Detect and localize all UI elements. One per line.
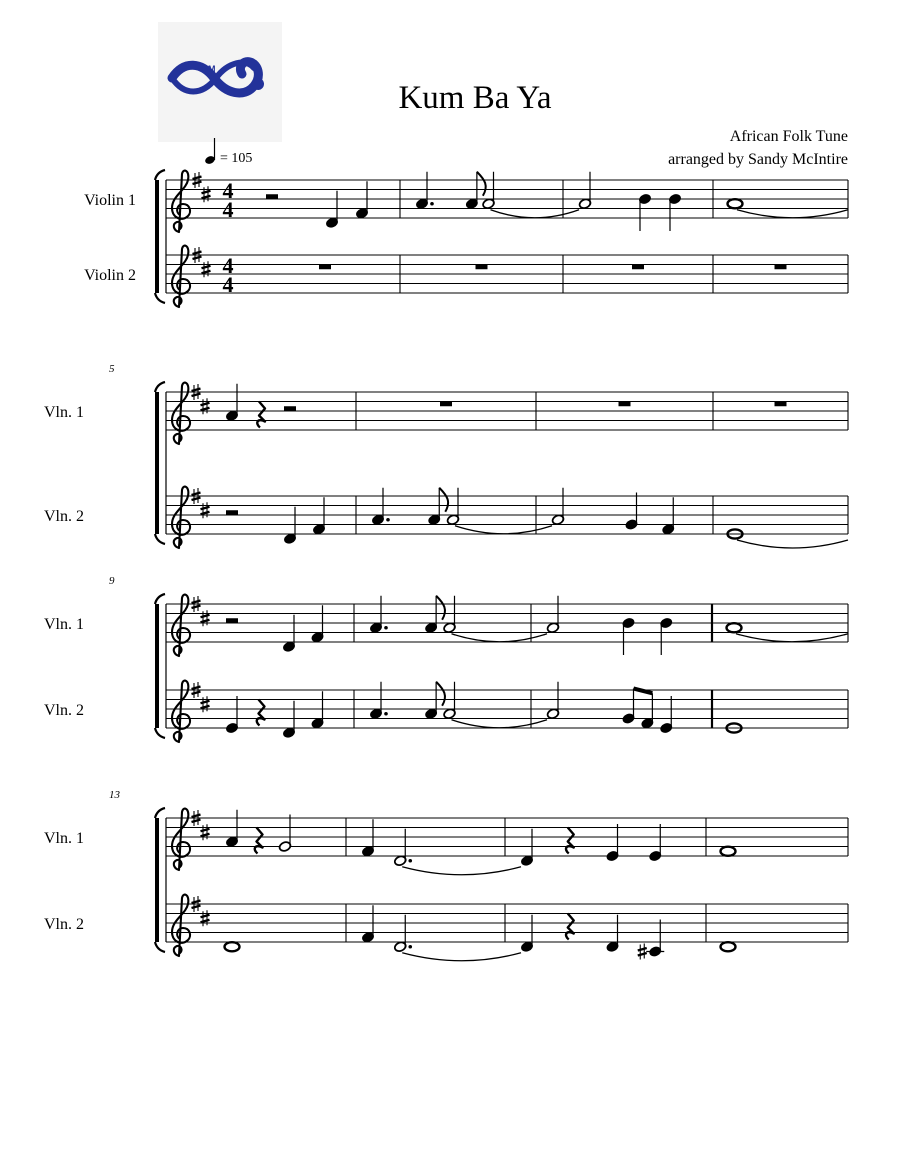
tie bbox=[737, 540, 848, 548]
half-note bbox=[551, 488, 564, 526]
quarter-note bbox=[282, 701, 295, 739]
half-note bbox=[394, 915, 413, 953]
time-signature-numerator: 4 bbox=[222, 178, 234, 203]
quarter-note bbox=[311, 691, 324, 729]
instrument-label-violin-2: Vln. 2 bbox=[44, 702, 84, 719]
sharp-bar bbox=[192, 820, 201, 823]
sharp-bar bbox=[201, 915, 210, 918]
quarter-note bbox=[225, 696, 238, 734]
sharp-bar bbox=[193, 257, 202, 260]
whole-rest-icon bbox=[632, 265, 644, 270]
bracket-hook bbox=[155, 808, 165, 818]
bracket-hook bbox=[155, 942, 165, 952]
note-flag bbox=[436, 682, 445, 706]
tie bbox=[452, 634, 548, 642]
note-flag bbox=[477, 172, 486, 196]
measure-number: 5 bbox=[109, 363, 115, 375]
quarter-rest-icon bbox=[257, 402, 265, 428]
quarter-note bbox=[283, 507, 296, 545]
whole-rest-icon bbox=[775, 265, 787, 270]
quarter-note bbox=[520, 915, 533, 953]
note-beam bbox=[634, 689, 653, 694]
augmentation-dot bbox=[430, 202, 434, 206]
sharp-bar bbox=[193, 182, 202, 185]
instrument-label-violin-2: Vln. 2 bbox=[44, 508, 84, 525]
sharp-icon bbox=[638, 944, 647, 960]
quarter-note bbox=[369, 596, 388, 634]
note-head bbox=[721, 847, 736, 856]
half-note bbox=[482, 172, 495, 210]
quarter-note bbox=[606, 824, 619, 862]
sharp-bar bbox=[201, 408, 210, 411]
quarter-note bbox=[660, 696, 673, 734]
tie bbox=[737, 210, 848, 218]
note-flag bbox=[436, 596, 445, 620]
sharp-icon bbox=[201, 398, 210, 414]
quarter-rest-icon bbox=[255, 828, 263, 854]
half-rest-icon bbox=[266, 194, 278, 199]
sharp-bar bbox=[202, 196, 211, 199]
augmentation-dot bbox=[408, 859, 412, 863]
measure-number: 13 bbox=[109, 789, 120, 801]
system-bracket bbox=[155, 604, 159, 728]
whole-rest-icon bbox=[775, 402, 787, 407]
sharp-bar bbox=[192, 389, 201, 392]
bracket-hook bbox=[155, 382, 165, 392]
quarter-note bbox=[662, 497, 675, 535]
augmentation-dot bbox=[384, 626, 388, 630]
quarter-note bbox=[282, 615, 295, 653]
half-rest-icon bbox=[226, 618, 238, 623]
sharp-bar bbox=[638, 953, 647, 956]
quarter-note bbox=[311, 605, 324, 643]
instrument-label-violin-2: Vln. 2 bbox=[44, 916, 84, 933]
augmentation-dot bbox=[408, 945, 412, 949]
sharp-icon bbox=[202, 261, 211, 277]
sharp-bar bbox=[201, 829, 210, 832]
quarter-rest-icon bbox=[257, 700, 265, 726]
note-head bbox=[727, 623, 742, 632]
logo-text: SM bbox=[202, 64, 216, 74]
tie bbox=[402, 867, 521, 875]
quarter-note bbox=[649, 824, 662, 862]
whole-note bbox=[727, 623, 742, 632]
note-flag bbox=[439, 488, 448, 512]
sharp-icon bbox=[201, 696, 210, 712]
sharp-bar bbox=[201, 403, 210, 406]
tie bbox=[491, 210, 580, 218]
sharp-bar bbox=[192, 815, 201, 818]
sharp-bar bbox=[202, 271, 211, 274]
sharp-icon bbox=[202, 186, 211, 202]
whole-note bbox=[721, 942, 736, 951]
half-note bbox=[578, 172, 591, 210]
quarter-note bbox=[668, 193, 681, 231]
sharp-icon bbox=[201, 910, 210, 926]
quarter-note bbox=[225, 384, 238, 422]
quarter-note bbox=[660, 617, 673, 655]
half-note bbox=[394, 829, 413, 867]
sharp-bar bbox=[192, 394, 201, 397]
note-head bbox=[225, 942, 240, 951]
note-head bbox=[721, 942, 736, 951]
time-signature-denominator: 4 bbox=[222, 197, 234, 222]
eighth-note bbox=[424, 682, 445, 720]
quarter-note bbox=[622, 617, 635, 655]
eighth-note bbox=[424, 596, 445, 634]
augmentation-dot bbox=[386, 518, 390, 522]
sharp-bar bbox=[192, 687, 201, 690]
whole-note bbox=[728, 199, 743, 208]
tie bbox=[402, 953, 521, 961]
sharp-bar bbox=[192, 601, 201, 604]
measure-number: 9 bbox=[109, 575, 115, 587]
sharp-bar bbox=[201, 701, 210, 704]
eighth-note bbox=[428, 488, 449, 526]
sharp-bar bbox=[201, 834, 210, 837]
quarter-note bbox=[606, 915, 619, 953]
quarter-note bbox=[415, 172, 434, 210]
sharp-bar bbox=[202, 266, 211, 269]
quarter-note bbox=[225, 810, 238, 848]
whole-rest-icon bbox=[476, 265, 488, 270]
quarter-note bbox=[371, 488, 390, 526]
sharp-bar bbox=[193, 252, 202, 255]
sharp-icon bbox=[201, 610, 210, 626]
sharp-bar bbox=[201, 706, 210, 709]
half-note bbox=[546, 596, 559, 634]
instrument-label-violin-1: Vln. 1 bbox=[44, 616, 84, 633]
augmentation-dot bbox=[384, 712, 388, 716]
time-signature-numerator: 4 bbox=[222, 253, 234, 278]
quarter-note bbox=[361, 905, 374, 943]
sharp-icon bbox=[201, 824, 210, 840]
quarter-note bbox=[625, 493, 638, 531]
instrument-label-violin-1: Vln. 1 bbox=[44, 830, 84, 847]
whole-rest-icon bbox=[440, 402, 452, 407]
tie bbox=[736, 634, 848, 642]
quarter-note bbox=[638, 193, 651, 231]
whole-note bbox=[225, 942, 240, 951]
sharp-icon bbox=[201, 502, 210, 518]
sharp-bar bbox=[193, 177, 202, 180]
whole-rest-icon bbox=[619, 402, 631, 407]
quarter-rest-icon bbox=[566, 914, 574, 940]
sharp-bar bbox=[192, 692, 201, 695]
arranger-credit: arranged by Sandy McIntire bbox=[668, 151, 848, 168]
sharp-bar bbox=[201, 920, 210, 923]
bracket-hook bbox=[155, 534, 165, 544]
instrument-label-violin-1: Violin 1 bbox=[84, 192, 136, 209]
quarter-rest-icon bbox=[566, 828, 574, 854]
sharp-bar bbox=[201, 512, 210, 515]
half-note bbox=[278, 815, 291, 853]
whole-rest-icon bbox=[319, 265, 331, 270]
quarter-note bbox=[649, 920, 662, 958]
score-title: Kum Ba Ya bbox=[398, 80, 552, 116]
sharp-bar bbox=[638, 948, 647, 951]
whole-note bbox=[721, 847, 736, 856]
system-bracket bbox=[155, 818, 159, 942]
tempo-marking: = 105 bbox=[220, 151, 253, 166]
sharp-bar bbox=[192, 493, 201, 496]
sharp-bar bbox=[201, 620, 210, 623]
sharp-bar bbox=[192, 498, 201, 501]
bracket-hook bbox=[155, 293, 165, 303]
quarter-note bbox=[312, 497, 325, 535]
quarter-note bbox=[361, 819, 374, 857]
quarter-note bbox=[325, 191, 338, 229]
instrument-label-violin-1: Vln. 1 bbox=[44, 404, 84, 421]
half-rest-icon bbox=[284, 406, 296, 411]
quarter-note bbox=[355, 181, 368, 219]
quarter-note bbox=[520, 829, 533, 867]
half-rest-icon bbox=[226, 510, 238, 515]
note-head bbox=[728, 199, 743, 208]
tie bbox=[452, 720, 548, 728]
quarter-note bbox=[369, 682, 388, 720]
sharp-bar bbox=[192, 901, 201, 904]
sharp-bar bbox=[201, 507, 210, 510]
bracket-hook bbox=[155, 594, 165, 604]
bracket-hook bbox=[155, 170, 165, 180]
bracket-hook bbox=[155, 728, 165, 738]
half-note bbox=[546, 682, 559, 720]
tie bbox=[455, 526, 552, 534]
instrument-label-violin-2: Violin 2 bbox=[84, 267, 136, 284]
time-signature-denominator: 4 bbox=[222, 272, 234, 297]
sharp-bar bbox=[201, 615, 210, 618]
sharp-bar bbox=[192, 606, 201, 609]
system-bracket bbox=[155, 392, 159, 534]
composer-credit: African Folk Tune bbox=[729, 128, 848, 145]
sharp-bar bbox=[192, 906, 201, 909]
system-bracket bbox=[155, 180, 159, 293]
sharp-bar bbox=[202, 191, 211, 194]
